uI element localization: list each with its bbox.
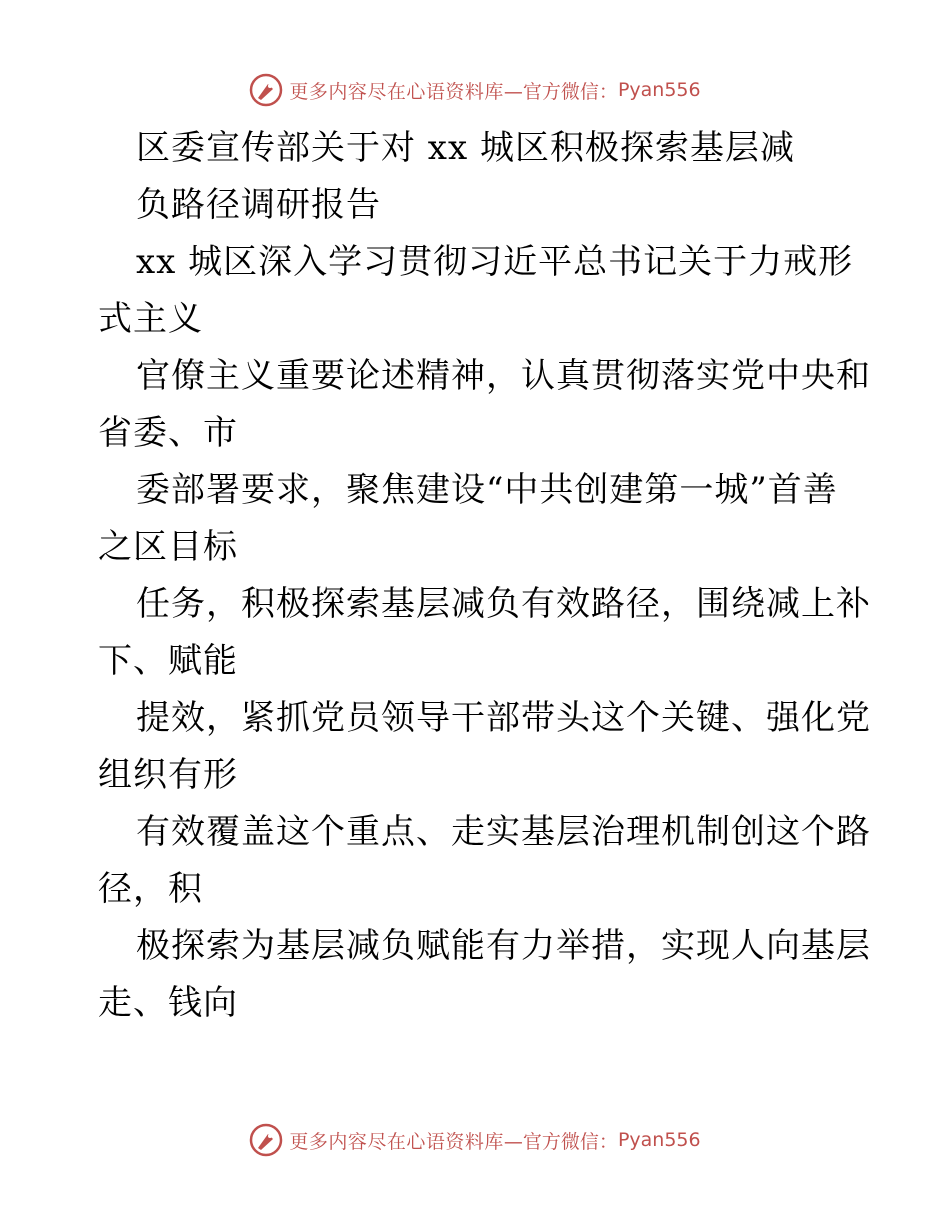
paragraph-line: xx 城区深入学习贯彻习近平总书记关于力戒形 bbox=[136, 242, 854, 282]
paragraph-line: 省委、市 bbox=[98, 413, 238, 453]
watermark-separator: —官方微信： bbox=[503, 80, 618, 103]
footer-watermark bbox=[0, 1118, 950, 1162]
paragraph-line: 径，积 bbox=[98, 869, 203, 909]
paragraph-line: 式主义 bbox=[98, 299, 203, 339]
paragraph-line: 提效，紧抓党员领导干部带头这个关键、强化党 bbox=[136, 698, 871, 738]
document-body bbox=[98, 120, 871, 1032]
watermark-handle: Pyan556 bbox=[617, 79, 701, 101]
pen-nib-logo-icon bbox=[249, 1123, 283, 1157]
paragraph-line: 走、钱向 bbox=[98, 983, 238, 1023]
paragraph-line: 极探索为基层减负赋能有力举措，实现人向基层 bbox=[136, 926, 871, 966]
title-line-1: 区委宣传部关于对 xx 城区积极探索基层减 bbox=[136, 128, 795, 168]
watermark-handle: Pyan556 bbox=[617, 1129, 701, 1151]
paragraph-line: 委部署要求，聚焦建设“中共创建第一城”首善 bbox=[136, 470, 838, 510]
pen-nib-logo-icon bbox=[249, 73, 283, 107]
paragraph-line: 有效覆盖这个重点、走实基层治理机制创这个路 bbox=[136, 812, 871, 852]
header-watermark bbox=[0, 68, 950, 112]
paragraph-line: 组织有形 bbox=[98, 755, 238, 795]
watermark-separator: —官方微信： bbox=[503, 1130, 618, 1153]
title-line-2: 负路径调研报告 bbox=[136, 185, 381, 225]
paragraph-line: 任务，积极探索基层减负有效路径，围绕减上补 bbox=[136, 584, 871, 624]
paragraph-line: 之区目标 bbox=[98, 527, 238, 567]
paragraph-line: 下、赋能 bbox=[98, 641, 238, 681]
watermark-site-text: 更多内容尽在心语资料库 bbox=[289, 80, 504, 103]
paragraph-line: 官僚主义重要论述精神，认真贯彻落实党中央和 bbox=[136, 356, 871, 396]
watermark-site-text: 更多内容尽在心语资料库 bbox=[289, 1130, 504, 1153]
